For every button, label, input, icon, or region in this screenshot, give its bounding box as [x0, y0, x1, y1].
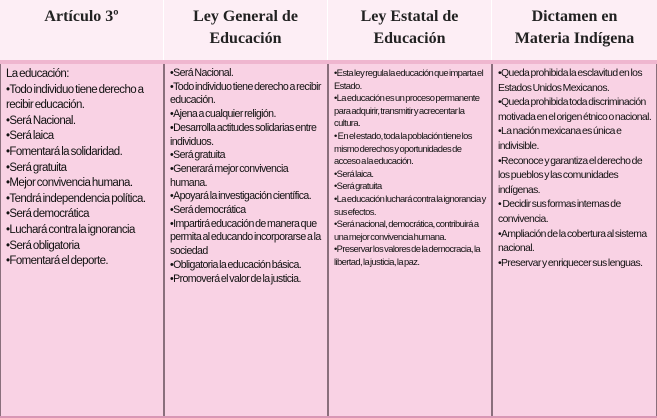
- list-item: •Será Nacional.: [170, 67, 234, 79]
- list-item: •La nación mexicana es única e indivisible.: [498, 126, 622, 152]
- list-item: •Generará mejor convivencia humana.: [170, 162, 288, 189]
- list-item: •Esta ley regula la educación que imparta el Estado.: [334, 67, 484, 91]
- list-item: •Será democrática: [170, 204, 246, 217]
- ley-estatal-list: [334, 67, 488, 269]
- list-item: •Queda prohibida la esclavitud en los Estados Unidos Mexicanos.: [498, 68, 642, 94]
- list-item: •Será gratuita: [6, 161, 67, 174]
- list-item: •Impartirá educación de manera que permita al educando incorporarse a la sociedad: [170, 217, 321, 258]
- list-item: •Luchará contra la ignorancia: [6, 223, 135, 236]
- list-item: La educación:: [6, 68, 69, 80]
- list-item: • En el estado, toda la población tiene los mismo derechos y oportunidades de acceso a la educación.: [334, 129, 472, 167]
- header-dictamen-indigena: Dictamen en Materia Indígena: [492, 0, 657, 60]
- list-item: •Todo individuo tiene derecho a recibir educación.: [170, 80, 321, 107]
- list-item: • Decidir sus formas internas de convivencia.: [498, 199, 621, 225]
- list-item: •Apoyará la investigación científica.: [170, 190, 312, 203]
- list-item: •Será nacional, democrática, contribuirá a una mejor convivencia humana.: [334, 218, 479, 242]
- column-ley-estatal: [328, 64, 492, 418]
- dictamen-indigena-list: [498, 67, 653, 271]
- header-ley-estatal: Ley Estatal de Educación: [328, 0, 492, 60]
- list-item: •Será laica.: [334, 167, 374, 179]
- column-articulo-3: [0, 64, 164, 418]
- ley-general-list: [170, 67, 324, 286]
- column-dictamen-indigena: [492, 64, 657, 418]
- list-item: •Ajena a cualquier religión.: [170, 108, 276, 121]
- list-item: •Mejor convivencia humana.: [6, 177, 133, 190]
- list-item: •Tendrá independencia política.: [6, 192, 146, 205]
- header-articulo-3: Artículo 3º: [0, 0, 164, 60]
- list-item: •Obligatoria la educación básica.: [170, 258, 302, 271]
- list-item: •Será gratuita: [170, 149, 225, 162]
- list-item: •Promoverá el valor de la justicia.: [170, 272, 301, 285]
- list-item: •Desarrolla actitudes solidarias entre individuos.: [170, 121, 317, 148]
- list-item: •Será obligatoria: [6, 239, 80, 252]
- header-ley-general: Ley General de Educación: [164, 0, 328, 60]
- list-item: •Será Nacional.: [6, 114, 76, 127]
- column-ley-general: [164, 64, 328, 418]
- list-item: •Preservar y enriquecer sus lenguas.: [498, 257, 643, 269]
- list-item: •Será gratuita: [334, 180, 382, 192]
- articulo-3-list: [6, 67, 160, 270]
- list-item: •La educación es un proceso permanente para adquirir, transmitir y acrecentar la cultura.: [334, 92, 480, 129]
- list-item: •Fomentará la solidaridad.: [6, 145, 123, 158]
- list-item: •Será laica: [6, 130, 54, 143]
- list-item: •La educación luchará contra la ignorancia y sus efectos.: [334, 192, 486, 217]
- list-item: •Queda prohibida toda discriminación motivada en el origen étnico o nacional.: [498, 97, 652, 123]
- list-item: •Fomentará el deporte.: [6, 255, 108, 268]
- list-item: •Reconoce y garantiza el derecho de los pueblos y las comunidades indígenas.: [498, 155, 642, 196]
- list-item: •Ampliación de la cobertura al sistema nacional.: [498, 228, 647, 255]
- list-item: •Todo individuo tiene derecho a recibir educación.: [6, 83, 144, 112]
- list-item: •Será democrática: [6, 208, 89, 221]
- list-item: •Preservar los valores de la democracia, la libertad, la justicia, la paz.: [334, 243, 481, 267]
